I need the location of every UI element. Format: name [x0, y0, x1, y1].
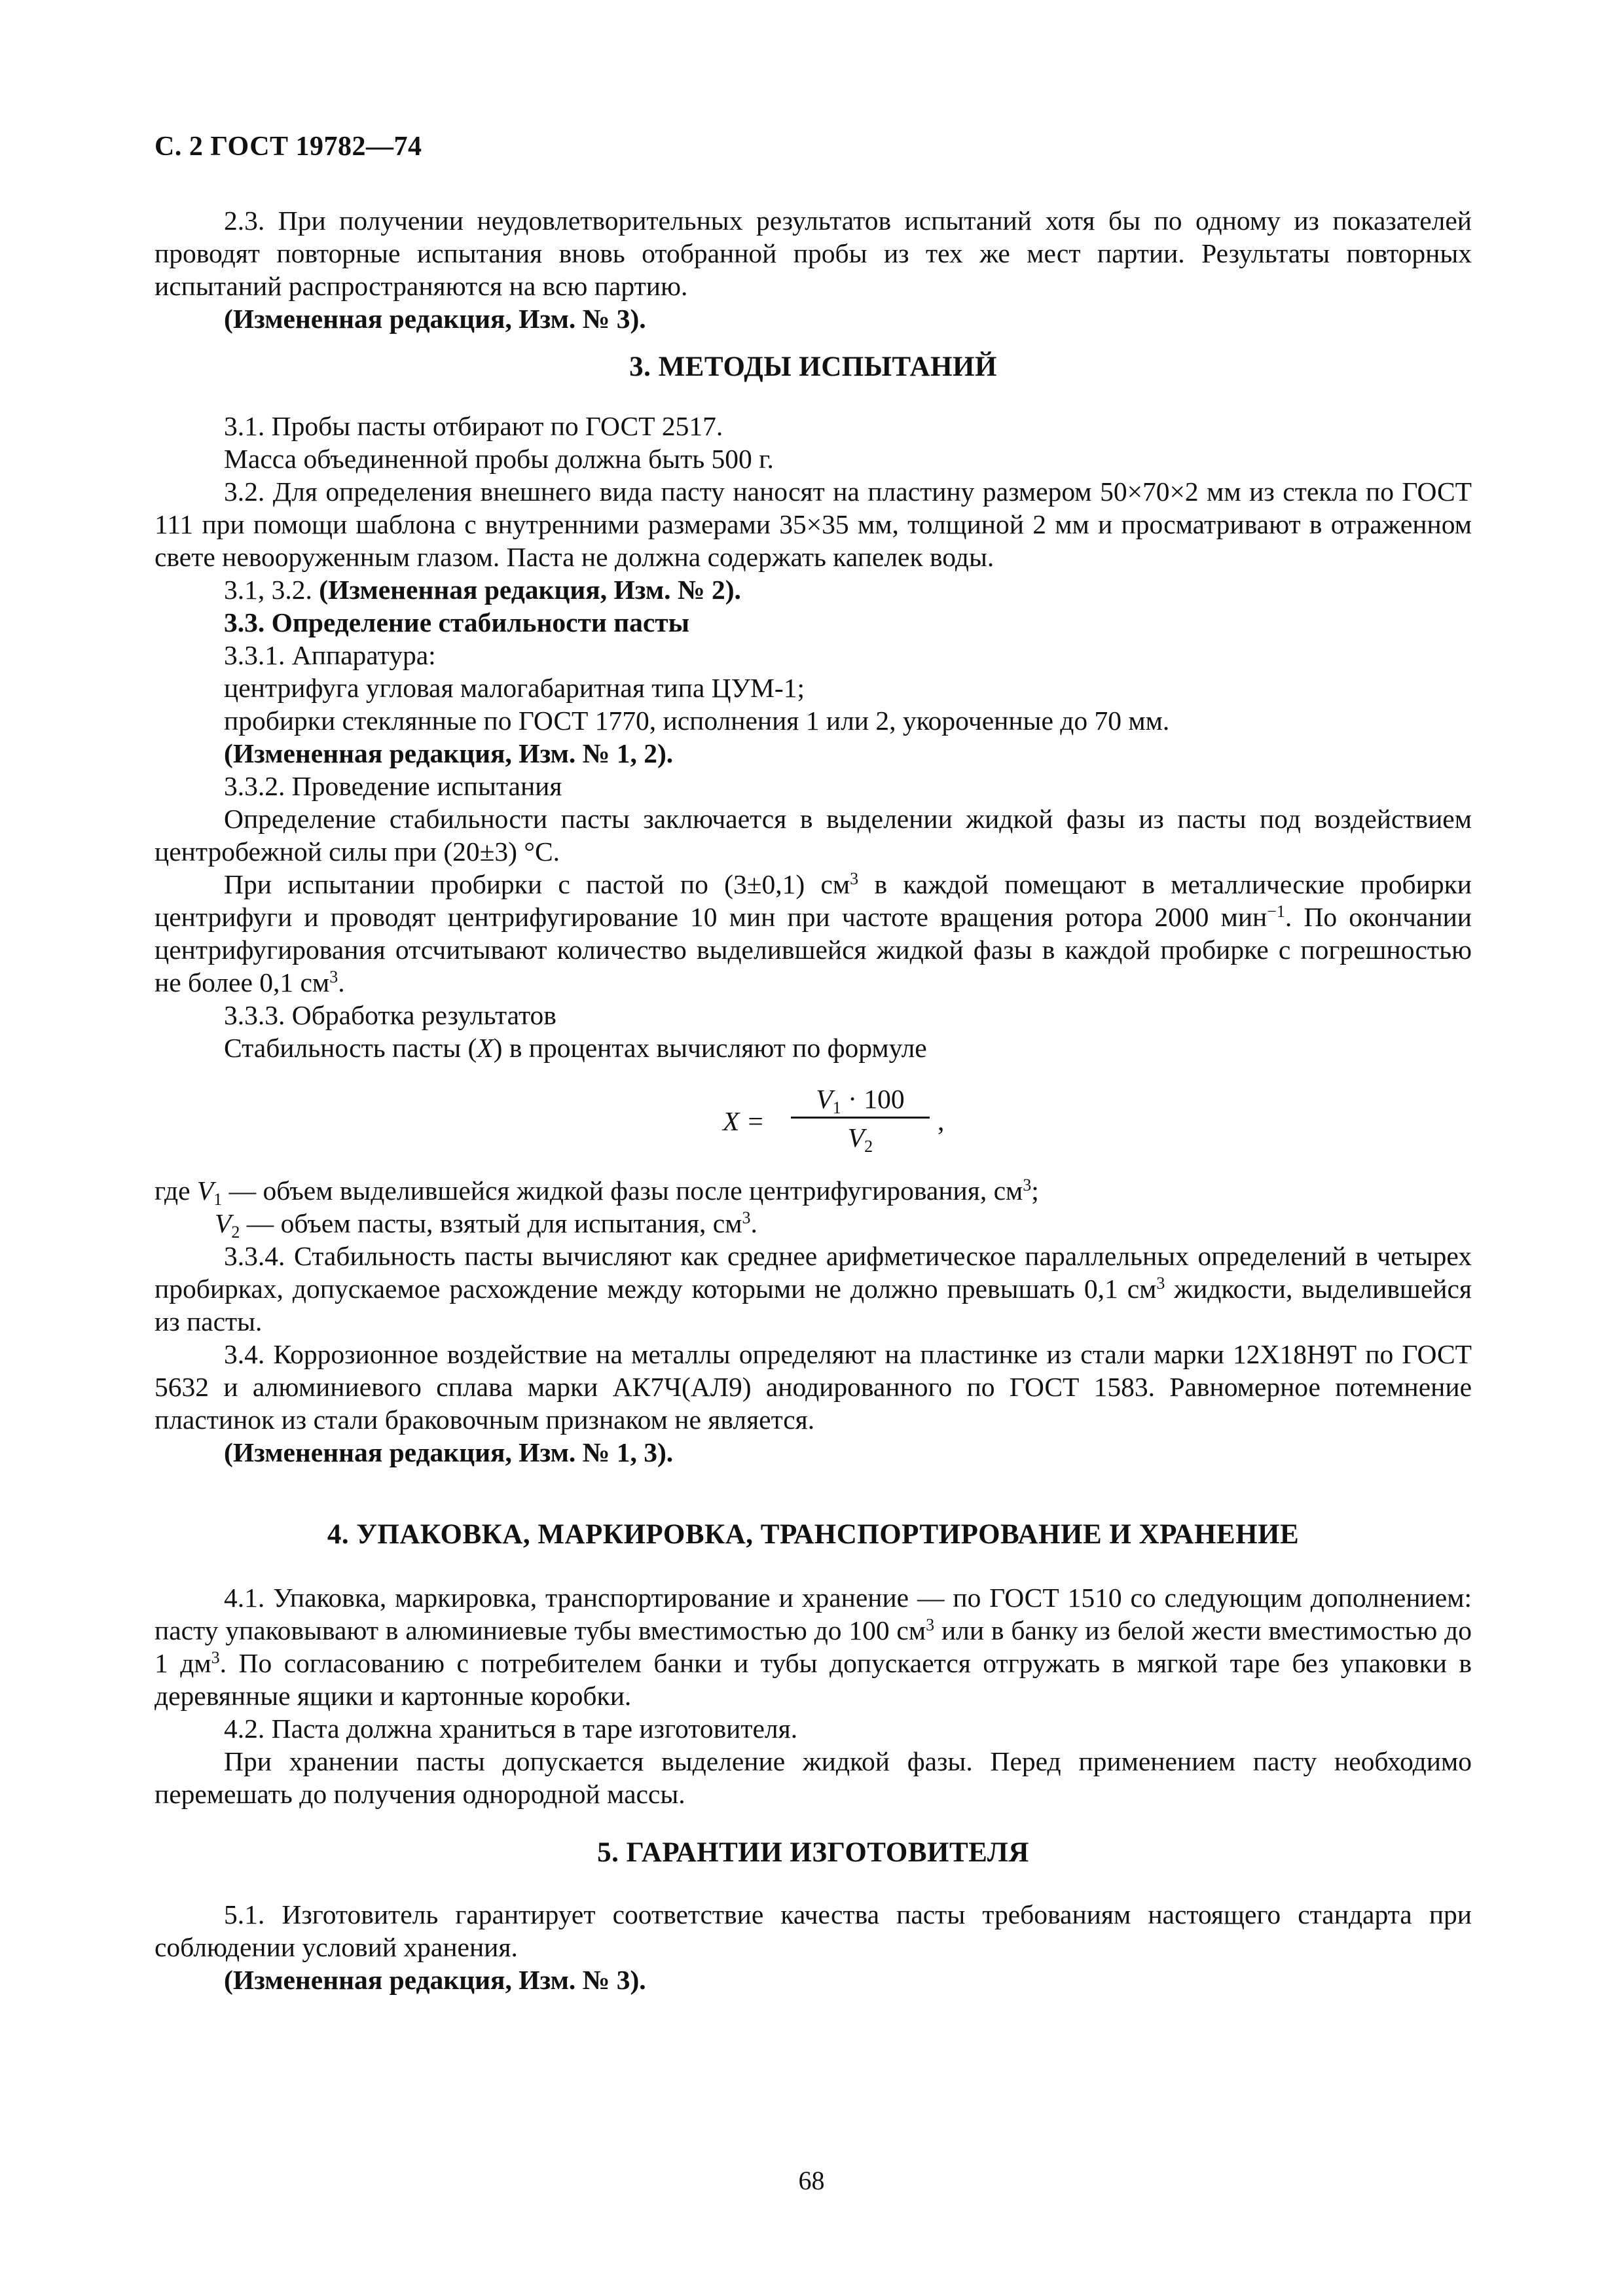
paragraph-4-1 [155, 1581, 1472, 1712]
stability-formula [155, 1081, 1472, 1158]
paragraph-revision-3-1-3-2 [155, 573, 1472, 606]
text-run: . По согласованию с потребителем банки и тубы допускается отгружать в мягкой таре без упаковки в деревянные ящики и картонные коробки. [155, 1648, 1472, 1711]
text-run: 3.3.4. Стабильность пасты вычисляют как среднее арифметическое параллельных определений в четырех пробирках, допускаемое расхождение между которыми не должно превышать 0,1 см [155, 1241, 1472, 1304]
text-run: — объем выделившейся жидкой фазы после центрифугирования, см [222, 1175, 1023, 1206]
variable-v: V [196, 1175, 214, 1206]
variable-x: X [477, 1033, 494, 1063]
text-run: жидкости, выделившейся из пасты. [155, 1274, 1472, 1336]
paragraph-3-1-mass: Масса объединенной пробы должна быть 500 г. [224, 444, 774, 474]
text-run: · 100 [841, 1084, 905, 1114]
page-header: С. 2 ГОСТ 19782—74 [155, 132, 422, 162]
paragraph-3-1: 3.1. Пробы пасты отбирают по ГОСТ 2517. [224, 411, 723, 441]
formula-fraction [788, 1081, 932, 1157]
superscript: 3 [742, 1208, 751, 1227]
paragraph-4-2-storage: При хранении пасты допускается выделение жидкой фазы. Перед применением пасту необходимо перемешать до получения однородной массы. [155, 1746, 1472, 1809]
document-body [155, 204, 1472, 1996]
formula-numerator [788, 1081, 932, 1117]
subscript: 2 [864, 1137, 873, 1156]
paragraph-3-3-3: 3.3.3. Обработка результатов [224, 1000, 556, 1030]
superscript: 3 [926, 1615, 935, 1634]
text-run: При испытании пробирки с пастой по (3±0,1) см [224, 869, 850, 899]
apparatus-item-tubes: пробирки стеклянные по ГОСТ 1770, исполнения 1 или 2, укороченные до 70 мм. [224, 706, 1170, 736]
section-3-title: 3. МЕТОДЫ ИСПЫТАНИЙ [629, 351, 997, 382]
superscript: 3 [1023, 1175, 1032, 1194]
text-run: ) в процентах вычисляют по формуле [493, 1033, 927, 1063]
formula-comma: , [938, 1106, 945, 1136]
paragraph-3-2: 3.2. Для определения внешнего вида пасту наносят на пластину размером 50×70×2 мм из стекла по ГОСТ 111 при помощи шаблона с внутренними размерами 35×35 мм, толщиной 2 мм и просматривают в отраженном свете невооруженным глазом. Паста не должна содержать капелек воды. [155, 476, 1472, 572]
formula-denominator [788, 1119, 932, 1157]
legend-v2 [155, 1207, 1472, 1240]
revision-note: (Измененная редакция, Изм. № 1, 2). [224, 738, 674, 768]
text-run: . [750, 1208, 757, 1238]
paragraph-test-procedure [155, 868, 1472, 999]
text-run: Стабильность пасты ( [224, 1033, 477, 1063]
text-run: 4.1. Упаковка, маркировка, транспортирование и хранение — по ГОСТ 1510 со следующим дополнением: пасту упаковывают в алюминиевые тубы вместимостью до 100 см [155, 1583, 1472, 1645]
paragraph-4-2: 4.2. Паста должна храниться в таре изготовителя. [224, 1713, 798, 1744]
text-run: — объем пасты, взятый для испытания, см [240, 1208, 742, 1238]
superscript: 3 [329, 967, 338, 986]
paragraph-5-1: 5.1. Изготовитель гарантирует соответствие качества пасты требованиям настоящего стандарта при соблюдении условий хранения. [155, 1899, 1472, 1962]
formula-lhs: X = [723, 1106, 765, 1136]
superscript: 3 [1156, 1274, 1165, 1293]
section-4-title: 4. УПАКОВКА, МАРКИРОВКА, ТРАНСПОРТИРОВАНИЕ И ХРАНЕНИЕ [327, 1519, 1300, 1550]
revision-note: (Измененная редакция, Изм. № 1, 3). [224, 1437, 674, 1467]
paragraph-stability-definition: Определение стабильности пасты заключается в выделении жидкой фазы из пасты под воздействием центробежной силы при (20±3) °С. [155, 804, 1472, 867]
page-number: 68 [798, 2166, 825, 2195]
revision-note: (Измененная редакция, Изм. № 3). [224, 304, 646, 334]
revision-prefix: 3.1, 3.2. [224, 575, 312, 605]
subscript: 1 [832, 1098, 841, 1117]
text-run: ; [1031, 1175, 1039, 1206]
variable-v: V [816, 1084, 833, 1114]
paragraph-3-3-2: 3.3.2. Проведение испытания [224, 771, 562, 801]
text-run: или в банку из белой жести вместимостью до 1 дм [155, 1615, 1472, 1678]
subscript: 1 [213, 1190, 223, 1209]
paragraph-2-3: 2.3. При получении неудовлетворительных результатов испытаний хотя бы по одному из показателей проводят повторные испытания вновь отобранной пробы из тех же мест партии. Результаты повторных испытаний распространяются на всю партию. [155, 206, 1472, 301]
text-run: в каждой помещают в металлические пробирки центрифуги и проводят центрифугирование 10 мин при частоте вращения ротора 2000 мин [155, 869, 1472, 932]
text-run: . [338, 967, 345, 997]
paragraph-3-3-4 [155, 1240, 1472, 1338]
superscript: 3 [211, 1648, 220, 1667]
section-5-title: 5. ГАРАНТИИ ИЗГОТОВИТЕЛЯ [597, 1837, 1029, 1868]
revision-note: (Измененная редакция, Изм. № 3). [224, 1965, 646, 1995]
paragraph-calculation [155, 1031, 1472, 1064]
variable-v: V [215, 1208, 232, 1238]
text-run: где [155, 1175, 197, 1206]
superscript: −1 [1267, 902, 1285, 921]
text-run: . По окончании центрифугирования отсчитывают количество выделившейся жидкой фазы в каждой пробирке с погрешностью не более 0,1 см [155, 902, 1472, 997]
apparatus-item-centrifuge: центрифуга угловая малогабаритная типа ЦУМ-1; [224, 673, 805, 703]
superscript: 3 [850, 869, 859, 888]
revision-note: (Измененная редакция, Изм. № 2). [319, 575, 741, 605]
legend-v1 [155, 1174, 1472, 1207]
paragraph-3-3-1: 3.3.1. Аппаратура: [224, 640, 436, 670]
variable-v: V [847, 1122, 865, 1153]
subscript: 2 [231, 1223, 240, 1242]
paragraph-3-4: 3.4. Коррозионное воздействие на металлы определяют на пластинке из стали марки 12Х18Н9Т по ГОСТ 5632 и алюминиевого сплава марки АК7Ч(АЛ9) анодированного по ГОСТ 1583. Равномерное потемнение пластинок из стали браковочным признаком не является. [155, 1339, 1472, 1435]
paragraph-3-3: 3.3. Определение стабильности пасты [224, 607, 690, 637]
